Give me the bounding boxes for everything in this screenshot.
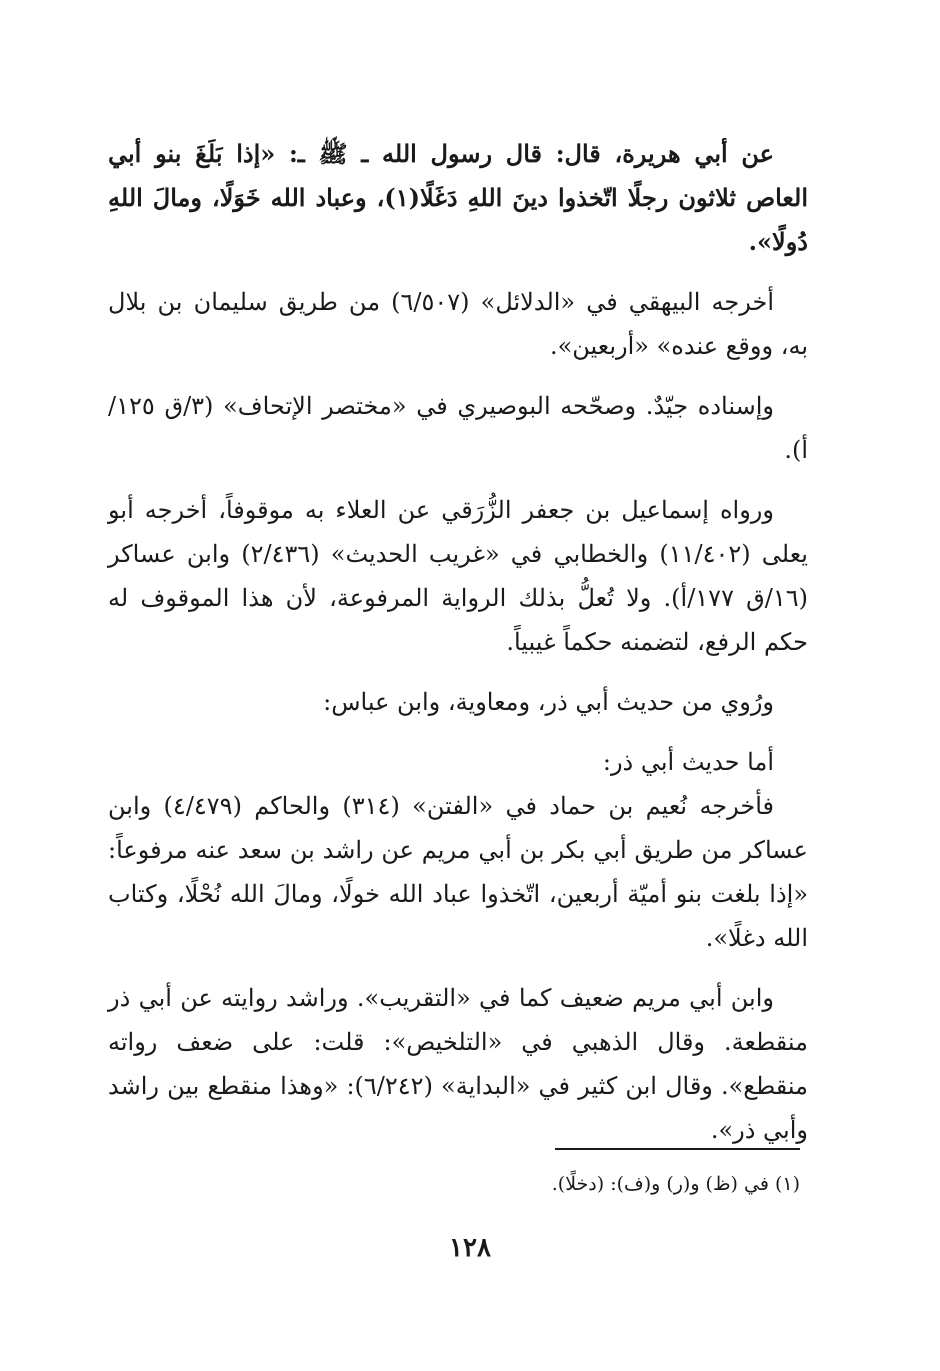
abu-dharr-paragraph: فأخرجه نُعيم بن حماد في «الفتن» (٣١٤) والحاكم (٤/٤٧٩) وابن عساكر من طريق أبي بكر بن أبي مريم عن راشد بن سعد عنه مرفوعاً: «إذا بلغت بنو أميّة أربعين، اتّخذوا عباد الله خولًا، ومالَ الله نُحْلًا، وكتاب الله دغلًا». bbox=[108, 792, 808, 952]
footnote-divider bbox=[555, 1148, 800, 1150]
main-text bbox=[108, 132, 808, 1152]
hadith-paragraph: عن أبي هريرة، قال: قال رسول الله ـ ﷺ ـ: «إذا بَلَغَ بنو أبي العاص ثلاثون رجلًا اتّخذوا دينَ اللهِ دَغَلًا(١)، وعباد الله خَوَلًا، ومالَ اللهِ دُولًا». bbox=[108, 139, 808, 256]
footnote: (١) في (ظ) و(ر) و(ف): (دخلًا). bbox=[551, 1173, 800, 1195]
other-narrations-paragraph: ورُوي من حديث أبي ذر، ومعاوية، وابن عباس: bbox=[323, 688, 774, 716]
page-number: ١٢٨ bbox=[449, 1233, 491, 1263]
section-heading: أما حديث أبي ذر: bbox=[602, 748, 774, 776]
takhrij-paragraph: أخرجه البيهقي في «الدلائل» (٦/٥٠٧) من طريق سليمان بن بلال به، ووقع عنده» «أربعين». bbox=[108, 288, 808, 360]
grading-paragraph: وابن أبي مريم ضعيف كما في «التقريب». وراشد روايته عن أبي ذر منقطعة. وقال الذهبي في «التلخيص»: قلت: على ضعف رواته منقطع». وقال ابن كثير في «البداية» (٦/٢٤٢): «وهذا منقطع بين راشد وأبي ذر». bbox=[108, 984, 809, 1144]
mawquf-paragraph: ورواه إسماعيل بن جعفر الزُّرَقي عن العلاء به موقوفاً، أخرجه أبو يعلى (١١/٤٠٢) والخطابي في «غريب الحديث» (٢/٤٣٦) وابن عساكر (١٦/ق ١٧٧/أ). ولا تُعلُّ بذلك الرواية المرفوعة، لأن هذا الموقوف له حكم الرفع، لتضمنه حكماً غيبياً. bbox=[108, 496, 808, 656]
isnad-paragraph: وإسناده جيّدٌ. وصحّحه البوصيري في «مختصر الإتحاف» (٣/ق ١٢٥/أ). bbox=[108, 392, 808, 464]
